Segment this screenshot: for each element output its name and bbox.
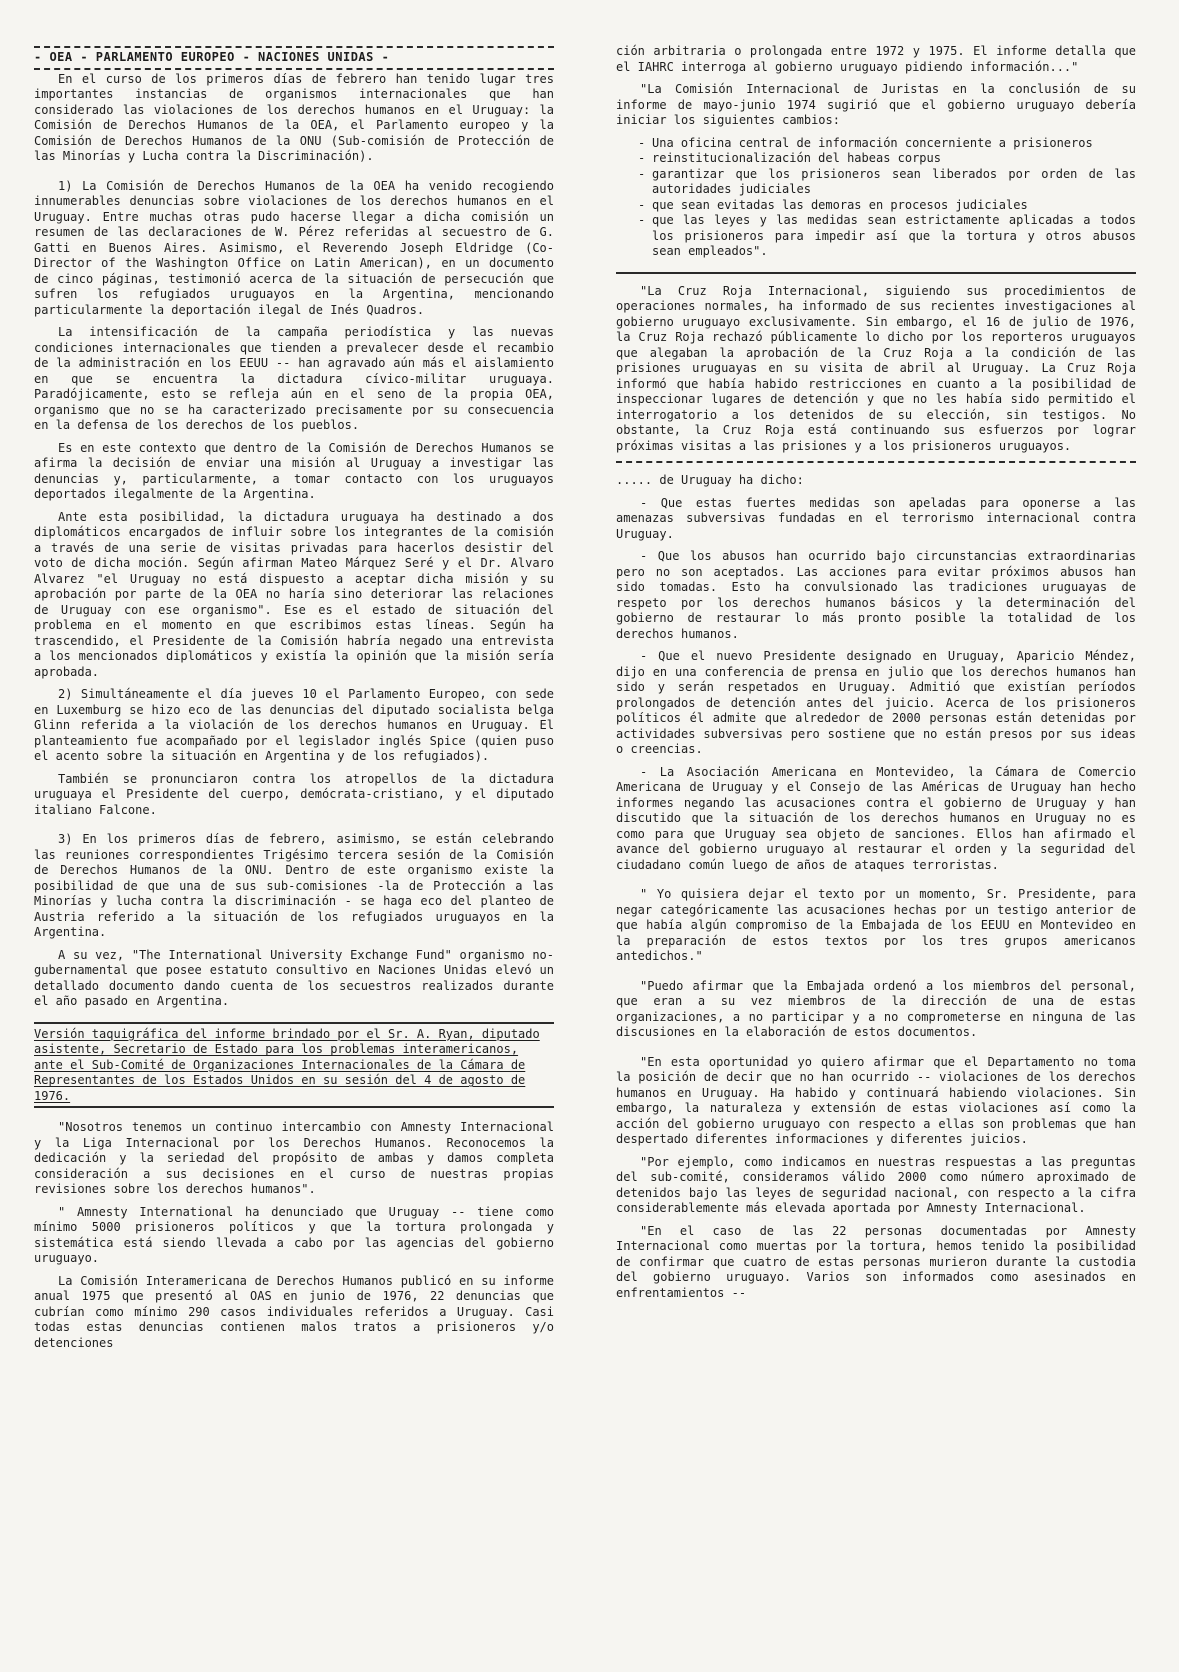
header-rule-bottom — [34, 68, 554, 70]
transcript-heading-box: Versión taquigráfica del informe brindado por el Sr. A. Ryan, diputado asistente, Secretario de Estado para los problemas interamericanos, ante el Sub-Comité de Organizaciones Internacionales de la Cámara de Representantes de los Estados Unidos en su sesión del 4 de agosto de 1976. — [34, 1022, 554, 1109]
dashed-divider — [616, 461, 1136, 463]
section-header: - OEA - PARLAMENTO EUROPEO - NACIONES UNIDAS - — [34, 50, 390, 64]
paragraph-measures: - Que estas fuertes medidas son apeladas para oponerse a las amenazas subversivas fundadas en el terrorismo internacional contra Uruguay. — [616, 495, 1136, 541]
paragraph-campaign: La intensificación de la campaña periodística y las nuevas condiciones internacionales que tienden a prevalecer desde el recambio de la administración en los EEUU -- han agravado aún más el aislamiento en que se encuentra la dictadura cívico-militar uruguaya. Paradójicamente, esto se refleja aún en el seno de la propia OEA, organismo que no se ha caracterizado precisamente por su consecuencia en la defensa de los derechos de los pueblos. — [34, 325, 554, 432]
paragraph-jurists: "La Comisión Internacional de Juristas en la conclusión de su informe de mayo-junio 1974 sugirió que el gobierno uruguayo debería iniciar los siguientes cambios: — [616, 82, 1136, 127]
right-column — [616, 44, 1136, 1308]
list-item: - Una oficina central de información concerniente a prisioneros — [638, 136, 1136, 152]
paragraph-department: "En esta oportunidad yo quiero afirmar que el Departamento no toma la posición de decir que no han ocurrido -- violaciones de los derechos humanos en Uruguay. Ha habido y continuará habiendo violaciones. Sin embargo, la naturaleza y extensión de estas violaciones así como la acción del gobierno uruguayo con respecto a ellas son problemas que han despertado diferentes informaciones y diferentes juicios. — [616, 1054, 1136, 1146]
left-column — [34, 44, 554, 1358]
quote-iachr: La Comisión Interamericana de Derechos Humanos publicó en su informe anual 1975 que presentó al OAS en junio de 1976, 22 denuncias que cubrían como mínimo 290 casos individuales referidos a Uruguay. Casi todas estas denuncias contienen malos tratos a prisioneros y/o detenciones — [34, 1273, 554, 1350]
quote-amnesty-exchange: "Nosotros tenemos un continuo intercambio con Amnesty Internacional y la Liga Internacional por los Derechos Humanos. Reconocemos la dedicación y la seriedad del propósito de ambas y damos completa consideración a sus decisiones en el curso de nuestras propias revisiones sobre los derechos humanos". — [34, 1120, 554, 1196]
list-item: - que sean evitadas las demoras en procesos judiciales — [638, 198, 1136, 214]
paragraph-22-persons: "En el caso de las 22 personas documentadas por Amnesty Internacional como muertas por la tortura, hemos tenido la posibilidad de confirmar que cuatro de estas personas murieron durante la custodia del gobierno uruguayo. Varios son informados como asesinados en enfrentamientos -- — [616, 1223, 1136, 1300]
paragraph-diplomats: Ante esta posibilidad, la dictadura uruguaya ha destinado a dos diplomáticos encargados de influir sobre los integrantes de la comisión a través de una serie de visitas privadas para hacerlos desistir del voto de dicha moción. Según afirman Mateo Márquez Seré y el Dr. Alvaro Alvarez "el Uruguay no está dispuesto a aceptar dicha misión y su aprobación por parte de la OEA no haría sino deteriorar las relaciones de Uruguay con ese organismo". Ese es el estado de situación del problema en el momento en que escribimos estas líneas. Según ha trascendido, el Presidente de la Comisión habría negado una entrevista a los mencionados diplomáticos y existía la opinión que la misión sería aprobada. — [34, 509, 554, 679]
paragraph-example: "Por ejemplo, como indicamos en nuestras respuestas a las preguntas del sub-comité, consideramos válido 2000 como número aproximado de detenidos bajo las leyes de seguridad nacional, con respecto a la cifra considerablemente más elevada aportada por Amnesty Internacional. — [616, 1154, 1136, 1215]
paragraph-red-cross: "La Cruz Roja Internacional, siguiendo sus procedimientos de operaciones normales, ha informado de sus recientes investigaciones al gobierno uruguayo exclusivamente. Sin embargo, el 16 de julio de 1976, la Cruz Roja rechazó públicamente lo dicho por los reporteros uruguayos que alegaban la aprobación de la Cruz Roja a la condición de las prisiones uruguayas en su visita de abril al Uruguay. La Cruz Roja informó que había habido restricciones en cuanto a la posibilidad de inspeccionar lugares de detención y que no les había sido permitido el interrogatorio a los detenidos de su elección, sin testigos. No obstante, la Cruz Roja está continuando sus esfuerzos por lograr próximas visitas a las prisiones y a los prisioneros uruguayos. — [616, 283, 1136, 453]
paragraph-exchange-fund: A su vez, "The International University Exchange Fund" organismo no-gubernamental que posee estatuto consultivo en Naciones Unidas elevó un detallado documento dando cuenta de los secuestros realizados durante el año pasado en Argentina. — [34, 947, 554, 1008]
paragraph-intro: En el curso de los primeros días de febrero han tenido lugar tres importantes instancias de organismos internacionales que han considerado las violaciones de los derechos humanos en el Uruguay: la Comisión de Derechos Humanos de la OEA, el Parlamento europeo y la Comisión de Derechos Humanos de la ONU (Sub-comisión de Protección de las Minorías y Lucha contra la Discriminación). — [34, 71, 554, 163]
paragraph-uruguay-said: ..... de Uruguay ha dicho: — [616, 473, 804, 487]
paragraph-embassy: "Puedo afirmar que la Embajada ordenó a los miembros del personal, que eran a su vez miembros de la dirección de una de estas organizaciones, a no participar y a no comprometerse en ninguna de las discusiones en la elaboración de estos documentos. — [616, 978, 1136, 1039]
quote-amnesty-prisoners: " Amnesty International ha denunciado que Uruguay -- tiene como mínimo 5000 prisioneros políticos y que la tortura prolongada y sistemática está siendo llevada a cabo por las agencias del gobierno uruguayo. — [34, 1204, 554, 1265]
paragraph-abuses: - Que los abusos han ocurrido bajo circunstancias extraordinarias pero no son aceptados. Las acciones para evitar próximos abusos han sido tomadas. Esto ha convulsionado las tradiciones uruguayas de respeto por los derechos humanos básicos y la determinación del gobierno de restaurar lo más pronto posible la totalidad de los derechos humanos. — [616, 549, 1136, 641]
paragraph-mission: Es en este contexto que dentro de la Comisión de Derechos Humanos se afirma la decisión de enviar una misión al Uruguay a investigar las denuncias y, particularmente, a tomar contacto con los uruguayos deportados ilegalmente de la Argentina. — [34, 440, 554, 501]
jurists-recommendations-list — [616, 136, 1136, 260]
paragraph-continuation: ción arbitraria o prolongada entre 1972 y 1975. El informe detalla que el IAHRC interroga al gobierno uruguayo pidiendo información..." — [616, 44, 1136, 74]
paragraph-president: - Que el nuevo Presidente designado en Uruguay, Aparicio Méndez, dijo en una conferencia de prensa en julio que los derechos humanos han sido y serán respetados en Uruguay. Admitió que existían períodos prolongados de detención antes del juicio. Acerca de los prisioneros políticos él admite que alrededor de 2000 personas están detenidas por actividades subversivas pero sostiene que no están presos por sus ideas o creencias. — [616, 649, 1136, 756]
list-item: - que las leyes y las medidas sean estrictamente aplicadas a todos los prisioneros para impedir así que la tortura y otros abusos sean empleados". — [638, 213, 1136, 260]
header-rule-top — [34, 46, 554, 48]
section-divider — [616, 272, 1136, 274]
paragraph-oea: 1) La Comisión de Derechos Humanos de la OEA ha venido recogiendo innumerables denuncias sobre violaciones de los derechos humanos en el Uruguay. Entre muchas otras pudo hacerse llegar a dicha comisión un resumen de las declaraciones de W. Pérez referidas al secuestro de G. Gatti en Buenos Aires. Asimismo, el Reverendo Joseph Eldridge (Co-Director of the Washington Office on Latin American), en un documento de cinco páginas, testimonió acerca de la situación de persecución que sufren los refugiados uruguayos en la Argentina, mencionando particularmente la deportación ilegal de Inés Quadros. — [34, 178, 554, 317]
paragraph-onu: 3) En los primeros días de febrero, asimismo, se están celebrando las reuniones correspondientes Trigésimo tercera sesión de la Comisión de Derechos Humanos de la ONU. Dentro de este organismo existe la posibilidad de que una de sus sub-comisiones -la de Protección a las Minorías y lucha contra la discriminación - se haga eco del planteo de Austria referido a la situación de los refugiados uruguayos en la Argentina. — [34, 832, 554, 939]
list-item: - reinstitucionalización del habeas corpus — [638, 151, 1136, 167]
list-item: - garantizar que los prisioneros sean liberados por orden de las autoridades judiciales — [638, 167, 1136, 198]
paragraph-pronounced: También se pronunciaron contra los atropellos de la dictadura uruguaya el Presidente del cuerpo, demócrata-cristiano, y el diputado italiano Falcone. — [34, 771, 554, 817]
paragraph-parliament: 2) Simultáneamente el día jueves 10 el Parlamento Europeo, con sede en Luxemburg se hizo eco de las denuncias del diputado socialista belga Glinn referida a la violación de los derechos humanos en Uruguay. El planteamiento fue acompañado por el legislador inglés Spice (quien puso el acento sobre la situación en Argentina y de los refugiados). — [34, 687, 554, 763]
paragraph-association: - La Asociación Americana en Montevideo, la Cámara de Comercio Americana de Uruguay y el Consejo de las Américas de Uruguay han hecho informes negando las acusaciones contra el gobierno de Uruguay y han discutido que la situación de los derechos humanos en Uruguay no es como para que Uruguay sea objeto de sanciones. Ellos han afirmado el avance del gobierno uruguayo al restaurar el orden y la seguridad del ciudadano común luego de años de ataques terroristas. — [616, 764, 1136, 872]
paragraph-deny: " Yo quisiera dejar el texto por un momento, Sr. Presidente, para negar categóricamente las acusaciones hechas por un testigo anterior de que había algún compromiso de la Embajada de los EEUU en Montevideo en la preparación de estos textos por los tres grupos americanos antedichos." — [616, 887, 1136, 963]
